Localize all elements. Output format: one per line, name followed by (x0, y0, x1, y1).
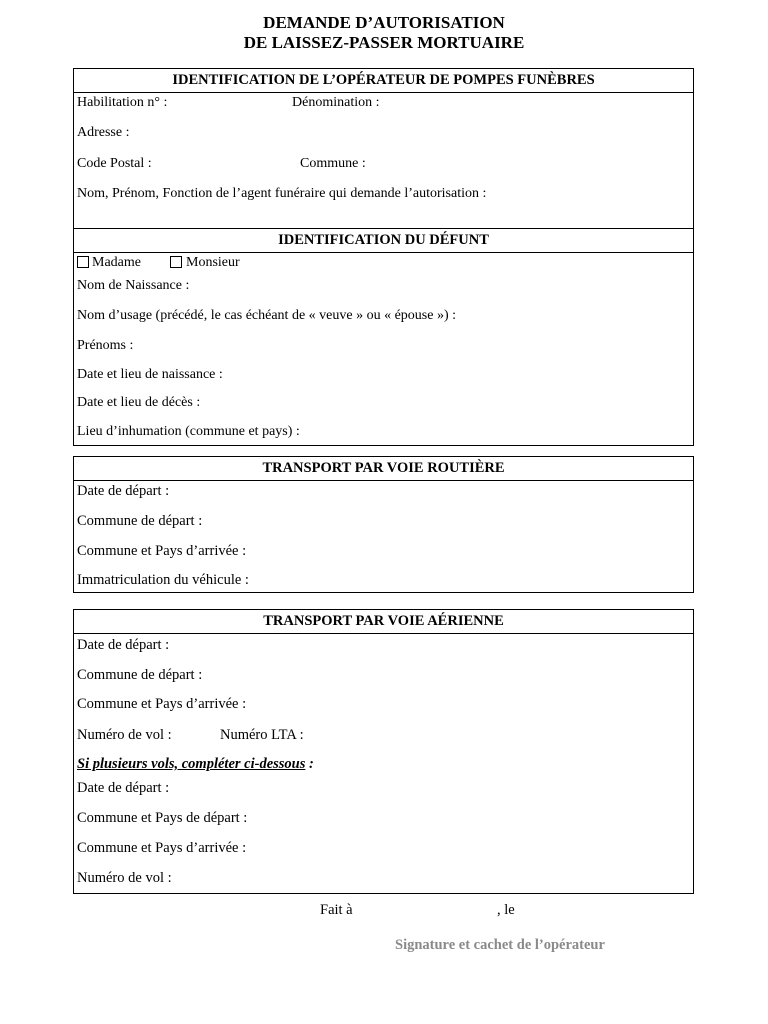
agent-field[interactable]: Nom, Prénom, Fonction de l’agent funéraire qui demande l’autorisation : (77, 186, 487, 201)
air-arrivee-field[interactable]: Commune et Pays d’arrivée : (77, 696, 247, 712)
madame-option[interactable] (77, 255, 141, 271)
madame-label: Madame (92, 255, 141, 270)
road-transport-header: TRANSPORT PAR VOIE ROUTIÈRE (74, 457, 693, 481)
inhumation-field[interactable]: Lieu d’inhumation (commune et pays) : (77, 424, 300, 439)
road-transport-section (73, 456, 694, 593)
air-commune-depart-field[interactable]: Commune de départ : (77, 667, 203, 683)
air-date-depart-field[interactable]: Date de départ : (77, 637, 170, 653)
deces-field[interactable]: Date et lieu de décès : (77, 395, 201, 410)
adresse-field[interactable]: Adresse : (77, 125, 130, 140)
multiple-flights-note-colon: : (309, 756, 314, 772)
form-title-line1: DEMANDE D’AUTORISATION (263, 13, 505, 32)
signature-label: Signature et cachet de l’opérateur (395, 937, 605, 953)
habilitation-field[interactable]: Habilitation n° : (77, 95, 168, 110)
road-date-depart-field[interactable]: Date de départ : (77, 483, 170, 499)
air-transport-header: TRANSPORT PAR VOIE AÉRIENNE (74, 610, 693, 634)
numero-vol-field[interactable]: Numéro de vol : (77, 727, 172, 743)
air-date-depart-2-field[interactable]: Date de départ : (77, 780, 170, 796)
monsieur-label: Monsieur (186, 255, 240, 270)
air-arrivee-2-field[interactable]: Commune et Pays d’arrivée : (77, 840, 247, 856)
date-le-field[interactable]: , le (497, 902, 515, 918)
road-commune-depart-field[interactable]: Commune de départ : (77, 513, 203, 529)
air-transport-section (73, 609, 694, 894)
operator-header: IDENTIFICATION DE L’OPÉRATEUR DE POMPES FUNÈBRES (74, 69, 693, 93)
code-postal-field[interactable]: Code Postal : (77, 156, 152, 171)
defunt-section (73, 228, 694, 446)
denomination-field[interactable]: Dénomination : (292, 95, 380, 110)
immatriculation-field[interactable]: Immatriculation du véhicule : (77, 572, 249, 588)
prenoms-field[interactable]: Prénoms : (77, 338, 134, 353)
madame-checkbox[interactable] (77, 256, 89, 268)
road-arrivee-field[interactable]: Commune et Pays d’arrivée : (77, 543, 247, 559)
air-depart-pays-field[interactable]: Commune et Pays de départ : (77, 810, 248, 826)
naissance-field[interactable]: Date et lieu de naissance : (77, 367, 223, 382)
monsieur-option[interactable] (170, 255, 240, 271)
multiple-flights-note-text: Si plusieurs vols, compléter ci-dessous (77, 756, 306, 772)
nom-naissance-field[interactable]: Nom de Naissance : (77, 278, 190, 293)
fait-a-field[interactable]: Fait à (320, 902, 353, 918)
numero-vol-2-field[interactable]: Numéro de vol : (77, 870, 172, 886)
monsieur-checkbox[interactable] (170, 256, 182, 268)
nom-usage-field[interactable]: Nom d’usage (précédé, le cas échéant de « veuve » ou « épouse ») : (77, 308, 457, 323)
multiple-flights-note (77, 756, 314, 773)
commune-field[interactable]: Commune : (300, 156, 366, 171)
numero-lta-field[interactable]: Numéro LTA : (220, 727, 304, 743)
form-title-line2: DE LAISSEZ-PASSER MORTUAIRE (243, 33, 525, 52)
defunt-header: IDENTIFICATION DU DÉFUNT (74, 229, 693, 253)
operator-section (73, 68, 694, 229)
